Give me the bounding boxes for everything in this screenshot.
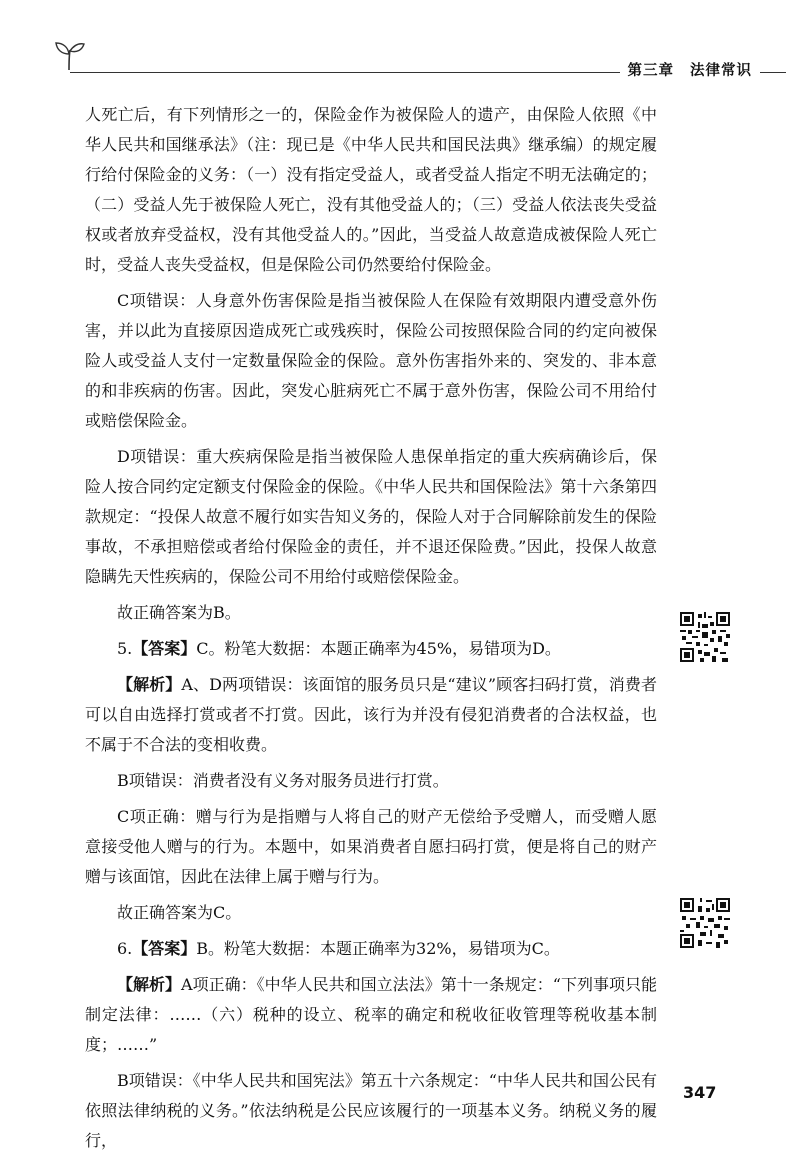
paragraph: C项错误：人身意外伤害保险是指当被保险人在保险有效期限内遭受意外伤害，并以此为直接原因造成死亡或残疾时，保险公司按照保险合同的约定向被保险人或受益人支付一定数量保险金的保险。意外伤害指外来的、突发的、非本意的和非疾病的伤害。因此，突发心脏病死亡不属于意外伤害，保险公司不用给付或赔偿保险金。 <box>85 291 657 430</box>
answer-text: C。粉笔大数据：本题正确率为45%，易错项为D。 <box>196 639 561 658</box>
leaf-sprout-icon <box>52 38 86 72</box>
question-number: 5. <box>117 639 133 658</box>
question-number: 6. <box>117 939 133 958</box>
running-head <box>620 59 761 80</box>
analysis-paragraph <box>85 670 657 760</box>
answer-conclusion: 故正确答案为B。 <box>117 603 241 622</box>
paragraph: C项正确：赠与行为是指赠与人将自己的财产无偿给予受赠人，而受赠人愿意接受他人赠与的行为。本题中，如果消费者自愿扫码打赏，便是将自己的财产赠与该面馆，因此在法律上属于赠与行为。 <box>85 807 657 886</box>
analysis-text: A项正确：《中华人民共和国立法法》第十一条规定：“下列事项只能制定法律：……（六）税种的设立、税率的确定和税收征收管理等税收基本制度；……” <box>85 975 657 1054</box>
answer-conclusion: 故正确答案为C。 <box>117 903 242 922</box>
analysis-paragraph <box>85 970 657 1060</box>
paragraph: D项错误：重大疾病保险是指当被保险人患保单指定的重大疾病确诊后，保险人按合同约定定额支付保险金的保险。《中华人民共和国保险法》第十六条第四款规定：“投保人故意不履行如实告知义务的，保险人对于合同解除前发生的保险事故，不承担赔偿或者给付保险金的责任，并不退还保险费。”因此，投保人故意隐瞒先天性疾病的，保险公司不用给付或赔偿保险金。 <box>85 447 657 586</box>
paragraph: B项错误：消费者没有义务对服务员进行打赏。 <box>117 771 449 790</box>
analysis-text: A、D两项错误：该面馆的服务员只是“建议”顾客扫码打赏，消费者可以自由选择打赏或者不打赏。因此，该行为并没有侵犯消费者的合法权益，也不属于不合法的变相收费。 <box>85 675 657 754</box>
analysis-tag: 【解析】 <box>117 675 182 694</box>
paragraph: B项错误：《中华人民共和国宪法》第五十六条规定：“中华人民共和国公民有依照法律纳税的义务。”依法纳税是公民应该履行的一项基本义务。纳税义务的履行， <box>85 1071 657 1150</box>
answer-line-5 <box>85 634 657 664</box>
answer-tag: 【答案】 <box>132 939 197 958</box>
qr-code-icon[interactable] <box>680 898 730 948</box>
chapter-label: 第三章 <box>627 63 674 79</box>
page-header <box>0 0 800 90</box>
answer-tag: 【答案】 <box>132 639 197 658</box>
body-text <box>85 100 657 1162</box>
paragraph: 人死亡后，有下列情形之一的，保险金作为被保险人的遗产，由保险人依照《中华人民共和国继承法》（注：现已是《中华人民共和国民法典》继承编）的规定履行给付保险金的义务：（一）没有指定受益人，或者受益人指定不明无法确定的；（二）受益人先于被保险人死亡，没有其他受益人的；（三）受益人依法丧失受益权或者放弃受益权，没有其他受益人的。”因此，当受益人故意造成被保险人死亡时，受益人丧失受益权，但是保险公司仍然要给付保险金。 <box>85 105 657 274</box>
answer-text: B。粉笔大数据：本题正确率为32%，易错项为C。 <box>196 939 560 958</box>
analysis-tag: 【解析】 <box>117 975 182 994</box>
page-number: 347 <box>683 1083 717 1102</box>
qr-code-icon[interactable] <box>680 612 730 662</box>
answer-line-6 <box>85 934 657 964</box>
section-label: 法律常识 <box>690 63 752 79</box>
